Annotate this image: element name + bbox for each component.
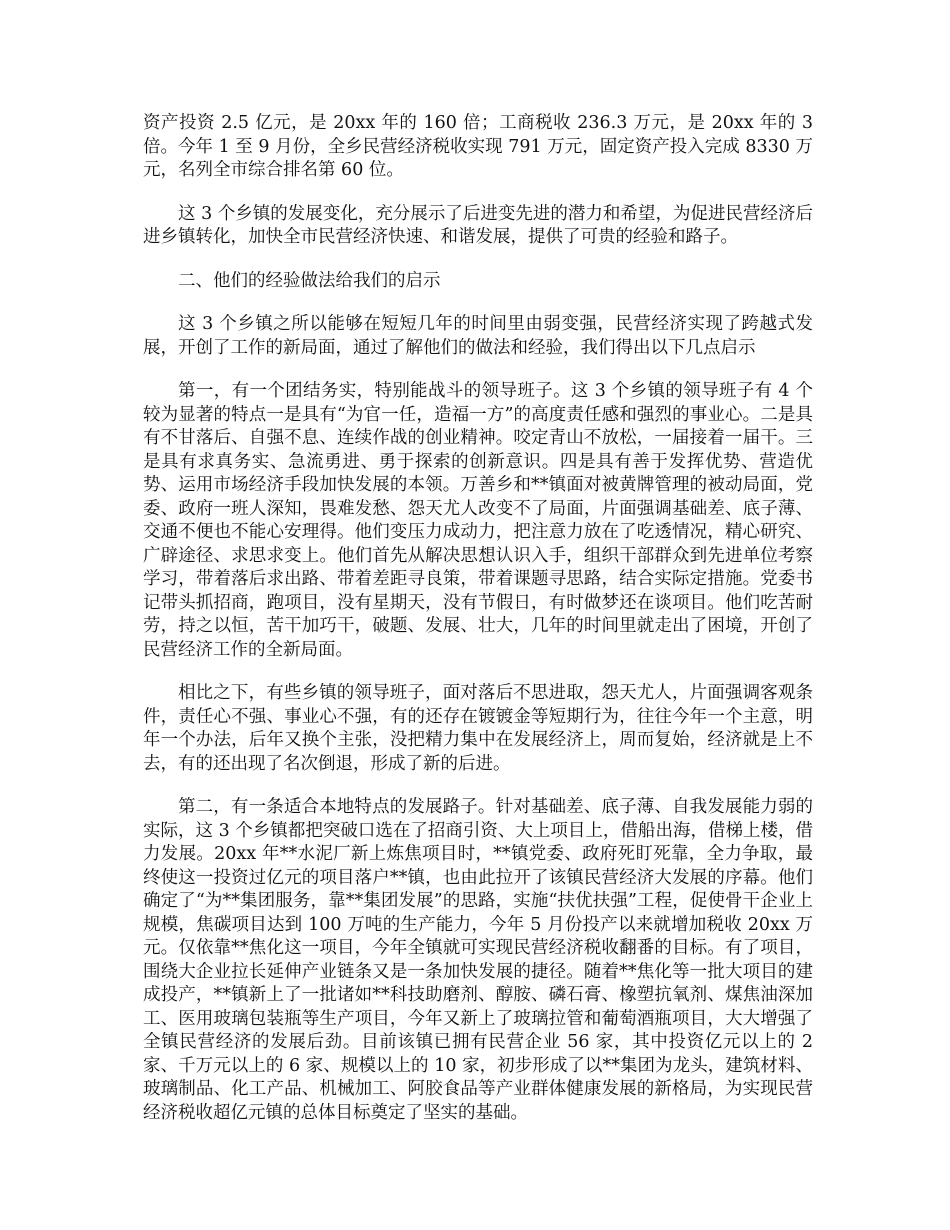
paragraph-development-changes: 这 3 个乡镇的发展变化，充分展示了后进变先进的潜力和希望，为促进民营经济后进乡镇转化，加快全市民营经济快速、和谐发展，提供了可贵的经验和路子。 xyxy=(143,203,813,247)
paragraph-comparison: 相比之下，有些乡镇的领导班子，面对落后不思进取，怨天尤人，片面强调客观条件，责任心不强、事业心不强，有的还存在镀镀金等短期行为，往往今年一个主意，明年一个办法，后年又换个主张，没把精力集中在发展经济上，周而复始，经济就是上不去，有的还出现了名次倒退，形成了新的后进。 xyxy=(143,683,813,774)
paragraph-first-leadership: 第一，有一个团结务实，特别能战斗的领导班子。这 3 个乡镇的领导班子有 4 个较为显著的特点一是具有“为官一任，造福一方”的高度责任感和强烈的事业心。二是具有不甘落后、自强不息、连续作战的创业精神。咬定青山不放松，一届接着一届干。三是具有求真务实、急流勇进、勇于探索的创新意识。四是具有善于发挥优势、营造优势、运用市场经济手段加快发展的本领。万善乡和**镇面对被黄牌管理的被动局面，党委、政府一班人深知，畏难发愁、怨天尤人改变不了局面，片面强调基础差、底子薄、交通不便也不能心安理得。他们变压力成动力，把注意力放在了吃透情况，精心研究、广辟途径、求思求变上。他们首先从解决思想认识入手，组织干部群众到先进单位考察学习，带着落后求出路、带着差距寻良策，带着课题寻思路，结合实际定措施。党委书记带头抓招商，跑项目，没有星期天，没有节假日，有时做梦还在谈项目。他们吃苦耐劳，持之以恒，苦干加巧干，破题、发展、壮大，几年的时间里就走出了困境，开创了民营经济工作的全新局面。 xyxy=(143,381,813,660)
paragraph-enlightenment-intro: 这 3 个乡镇之所以能够在短短几年的时间里由弱变强，民营经济实现了跨越式发展，开创了工作的新局面，通过了解他们的做法和经验，我们得出以下几点启示 xyxy=(143,314,813,358)
document-body xyxy=(143,112,813,1145)
paragraph-investment-summary: 资产投资 2.5 亿元，是 20xx 年的 160 倍；工商税收 236.3 万元，是 20xx 年的 3 倍。今年 1 至 9 月份，全乡民营经济税收实现 791 万元，固定资产投入完成 8330 万元，名列全市综合排名第 60 位。 xyxy=(143,113,813,180)
paragraph-second-development-path: 第二，有一条适合本地特点的发展路子。针对基础差、底子薄、自我发展能力弱的实际，这 3 个乡镇都把突破口选在了招商引资、大上项目上，借船出海，借梯上楼，借力发展。20xx 年**水泥厂新上炼焦项目时，**镇党委、政府死盯死靠，全力争取，最终使这一投资过亿元的项目落户**镇，也由此拉开了该镇民营经济大发展的序幕。他们确定了“为**集团服务，靠**集团发展”的思路，实施“扶优扶强”工程，促使骨干企业上规模，焦碳项目达到 100 万吨的生产能力，今年 5 月份投产以来就增加税收 20xx 万元。仅依靠**焦化这一项目，今年全镇就可实现民营经济税收翻番的目标。有了项目，围绕大企业拉长延伸产业链条又是一条加快发展的捷径。随着**焦化等一批大项目的建成投产，**镇新上了一批诸如**科技助磨剂、醇胺、磷石膏、橡塑抗氧剂、煤焦油深加工、医用玻璃包装瓶等生产项目，今年又新上了玻璃拉管和葡萄酒瓶项目，大大增强了全镇民营经济的发展后劲。目前该镇已拥有民营企业 56 家，其中投资亿元以上的 2 家、千万元以上的 6 家、规模以上的 10 家，初步形成了以**集团为龙头，建筑材料、玻璃制品、化工产品、机械加工、阿胶食品等产业群体健康发展的新格局，为实现民营经济税收超亿元镇的总体目标奠定了坚实的基础。 xyxy=(143,797,813,1123)
section-heading-experience: 二、他们的经验做法给我们的启示 xyxy=(178,270,441,291)
